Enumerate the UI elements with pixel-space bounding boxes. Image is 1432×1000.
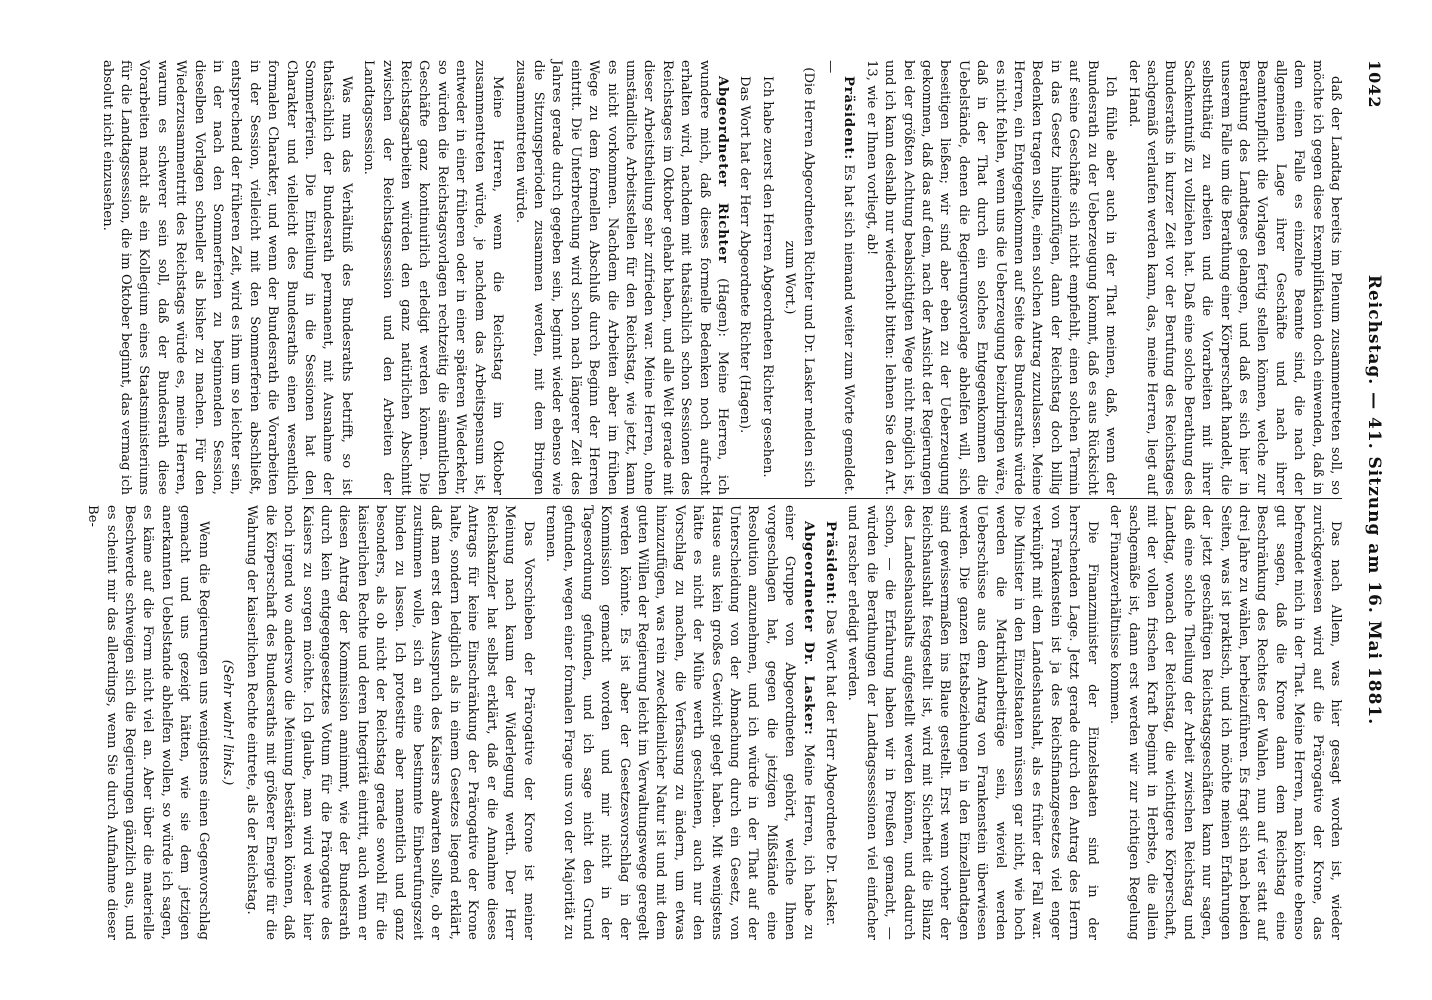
page-number: 1042 — [1365, 60, 1384, 109]
speaker-name: Abgeordneter Dr. Lasker: — [800, 521, 816, 736]
text-paragraph: Die Finanzminister der Einzelstaaten sind in der herrschenden Lage. Jetzt gerade durch den Antrag des Herrn von Frankenstein ist ja des Reichsfinanzgesetzes viel enger verknüpft mit dem Landeshaushalt, als es früher der Fall war. Die Minister in den Einzelstaaten müssen gar nicht, wie hoch werden die Matrikularbeiträge sein, wieviel werden Ueberschüsse aus dem Antrag von Frankenstein überwiesen werden. Die ganzen Etatsbeziehungen in den Einzellandtagen sind gewissermaßen ins Blaue gestellt. Erst wenn vorher der Reichshaushalt festgestellt ist, wird mit Sicherheit die Bilanz des Landeshaushalts aufgestellt werden können, und dadurch schon, — die Erfahrung haben wir in Preußen gemacht, — würden die Berathungen der Landtagssessionen viel einfacher und rascher erledigt werden. — [845, 505, 1100, 940]
stage-direction: (Sehr wahr! links.) — [220, 659, 236, 786]
text-paragraph: Das Wort hat der Herr Abgeordnete Richter (Hagen). — [737, 76, 753, 434]
speech-text: Meine Herren, ich habe zu einer Gruppe von Abgeordneten gehört, welche Ihnen vorgeschlagen hat, gegen die jetzigen Mißstände eine Resolution anzunehmen, und ich würde in der That auf der Unterscheidung von der Abmachung durch ein Gesetz, von Hause aus kein großes Gewicht gelegt haben. Mit wenigstens hätte es nicht der Mühe werth geschienen, auch nur den Vorschlag zu machen, die Verfassung zu ändern, um etwas hinzuzufügen, was rein zweckdienlicher Natur ist und mit dem guten Willen der Regierung leicht im Verwaltungswege geregelt werden könnte. Es ist aber der Gesetzesvorschlag in der Kommission gemacht worden und mir nicht in der Tagesordnung gefunden, und ich sage nicht den Grund gefunden, wegen einer formalen Frage uns von der Majorität zu trennen. — [542, 505, 816, 940]
right-column — [79, 505, 1344, 940]
speaker-name: Abgeordneter Richter — [715, 76, 730, 264]
text-paragraph: Ich fühle aber auch in der That meinen, daß, wenn der Bundesrath zu der Ueberzeugung kommt, daß es aus Rücksicht auf seine Geschäfte sich nicht empfiehlt, einen solchen Termin in das Gesetz hineinzufügen, dann der Reichstag doch billig Bedenken tragen sollte, einen solchen Antrag zuzulassen. Meine Herren, ein Entgegenkommen auf Seite des Bundesraths würde es nicht fehlen, wenn uns die Ueberzeugung beizubringen wäre, daß in der That durch ein solches Entgegenkommen die Uebelstände, denen die Regierungsvorlage abhelfen will, sich beseitigen ließen; wir sind aber eben zu der Ueberzeugung gekommen, daß das auf dem, nach der Ansicht der Regierungen bei der größten Achtung beabsichtigten Wege nicht möglich ist, und ich kann deshalb nur wiederholt bitten: lehnen Sie den Art. 13, wie er Ihnen vorliegt, ab! — [863, 60, 1119, 495]
speaker-name: Präsident: — [823, 521, 839, 606]
speech-text: Das Wort hat der Herr Abgeordnete Dr. Lasker. — [823, 609, 839, 927]
running-title: Reichstag. — 41. Sitzung am 16. Mai 1881. — [1364, 274, 1384, 726]
text-paragraph: Meine Herren, wenn die Reichstag im Oktober zusammentreten würde, je nachdem das Arbeitspensum ist, entweder in einer früheren oder in einer späteren Wiederkehr, so würden die Reichstagsvorlagen rechtzeitig die sämmtlichen Geschäfte ganz kontinuirlich erledigt werden können. Die Reichstagsarbeiten würden den ganz natürlichen Abschnitt zwischen der Reichstagssession und den Arbeiten der Landtagssession. — [361, 60, 506, 495]
speech-text: Es hat sich niemand weiter zum Worte gemeldet. — — [823, 60, 857, 495]
speaker-paragraph — [821, 60, 858, 495]
column-divider — [302, 498, 1342, 499]
speech-text: (Hagen): Meine Herren, ich wundere mich, daß dieses formelle Bedenken noch aufrecht erhalten wird, nachdem mit thatsächlich schon Sessionen des Reichstages im Oktober gehabt haben, und alle Welt gerade mit dieser Arbeitstheilung sehr zufrieden war. Meine Herren, ohne umständliche Arbeitsstellen für den Reichstag, wie jetzt, kann es nicht vorkommen. Nachdem die Arbeiten aber im frühen Wege zu dem formellen Abschluß durch Beginn der Herren eintritt. Die Unterbrechung wird schon nach längerer Zeit des Jahres gerade durch gegeben sein, beginnt wieder ebenso wie die Sitzungsperioden zusammen werden, mit dem Bringen zusammentreten würde. — [512, 60, 730, 496]
speaker-name: Präsident: — [841, 76, 857, 161]
page-header — [1352, 60, 1392, 940]
left-column — [93, 60, 1344, 495]
speaker-paragraph — [541, 505, 817, 940]
text-paragraph: Ich habe zuerst den Herren Abgeordneten Richter gesehen. — [759, 76, 775, 478]
text-paragraph: Das nach Allem, was hier gesagt worden ist, wieder zurückgewiesen wird auf die Prärogative der Krone, das befremdet mich in der That. Meine Herren, man könnte ebenso gut sagen, daß die Krone dann dem Reichstag eine Beschränkung des Rechtes der Wahlen, nun auf vier statt auf drei Jahre zu wählen, herbeizuführen. Es fragt sich nach beiden Seiten, was ist praktisch, und ich möchte meinen Erfahrungen der jetzt geschäftigen Reichstagsgeschäften kann nur sagen, daß eine solche Theilung der Arbeit zwischen Reichstag und Landtag, wonach der Reichstag, die wichtigere Körperschaft, mit der vollen frischen Kraft beginnt in Herbste, die allein sachgemäße ist, dann erst werden wir zur richtigen Regelung der Finanzverhältnisse kommen. — [1107, 505, 1343, 940]
speaker-paragraph — [510, 60, 731, 495]
speaker-paragraph — [821, 505, 839, 940]
text-paragraph: Wenn die Regierungen uns wenigstens einen Gegenvorschlag gemacht und uns gezeigt hätten, wie sie dem jetzigen anerkannten Uebelstande abhelfen wollen, so würde ich sagen, es käme auf die Form nicht viel an. Aber über die materielle Beschwerde schweigen sich die Regierungen gänzlich aus, und es scheint mir das allerdings, wenn Sie durch Aufnahme dieser Be- — [85, 505, 211, 940]
text-paragraph: (Die Herren Abgeordneten Richter und Dr. Lasker melden sich zum Wort.) — [782, 67, 816, 488]
text-paragraph: Das Vorschieben der Prärogative der Krone ist meiner Meinung nach kaum der Widerlegung werth. Der Herr Reichskanzler hat selbst erklärt, daß er die Annahme dieses Antrags für keine Einschränkung der Prärogative der Krone halte, sondern lediglich als in einem Gesetzes liegend erklärt, daß man erst den Ausspruch des Kaisers abwarten sollte, ob er zustimmen wolle, sich an eine bestimmte Einberufungszeit binden zu lassen. Ich protestire aber namentlich und ganz besonders, als ob nicht der Reichstag gerade sowohl für die kaiserlichen Rechte und deren Integrität eintritt, auch wenn er diesen Antrag der Kommission annimmt, wie der Bundesrath durch kein entgegengesetztes Votum für die Prärogative des Kaisers zu sorgen möchte. Ich glaube, man wird weder hier noch irgend wo anderswo die Meinung bestärken können, daß die Körperschaft des Bundesraths mit größerer Energie für die Wahrung der kaiserlichen Rechte eintrete, als der Reichstag. — [244, 505, 536, 940]
text-paragraph: Was nun das Verhältniß des Bundesraths betrifft, so ist thatsächlich der Bundesrath permanent, mit Ausnahme der Sommerferien. Die Einteilung in die Sessionen hat den Charakter und vielleicht des Bundesraths einen wesentlich formalen Charakter, und wenn der Bundesrath die Vorarbeiten in der Session, vielleicht mit den Sommerferien abschließt, entsprechend der früheren Zeit, wird es ihm um so leichter sein, in der nach den Sommerferien zu beginnenden Session, dieselben Vorlagen schneller als bisher zu machen. Für den Wiederzusammentritt des Reichstags würde es, meine Herren, warum es schwerer sein soll, daß der Bundesrath diese Vorarbeiten macht als ein Kollegium eines Staatsministeriums für die Landtagssession, die im Oktober beginnt, das vermag ich absolut nicht einzusehen. — [99, 60, 354, 495]
text-paragraph: daß der Landtag bereits im Plenum zusammentreten soll, so möchte ich gegen diese Exemplifikation doch einwenden, daß in dem einen Falle es einzelne Beamte sind, die nach der allgemeinen Lage ihrer Geschäfte und nach ihrer Beamtenpflicht die Vorlagen fertig stellen können, welche zur Berathung des Landtages gelangen, und daß es sich hier in unserem Falle um die Berathung einer Körperschaft handelt, die selbstthätig zu arbeiten und die Vorarbeiten mit ihrer Sachkenntniß zu vollziehen hat. Daß eine solche Berathung des Bundesraths in kurzer Zeit vor der Berufung des Reichstages sachgemäß verlaufen werden kann, das, meine Herren, liegt auf der Hand. — [1125, 60, 1343, 495]
